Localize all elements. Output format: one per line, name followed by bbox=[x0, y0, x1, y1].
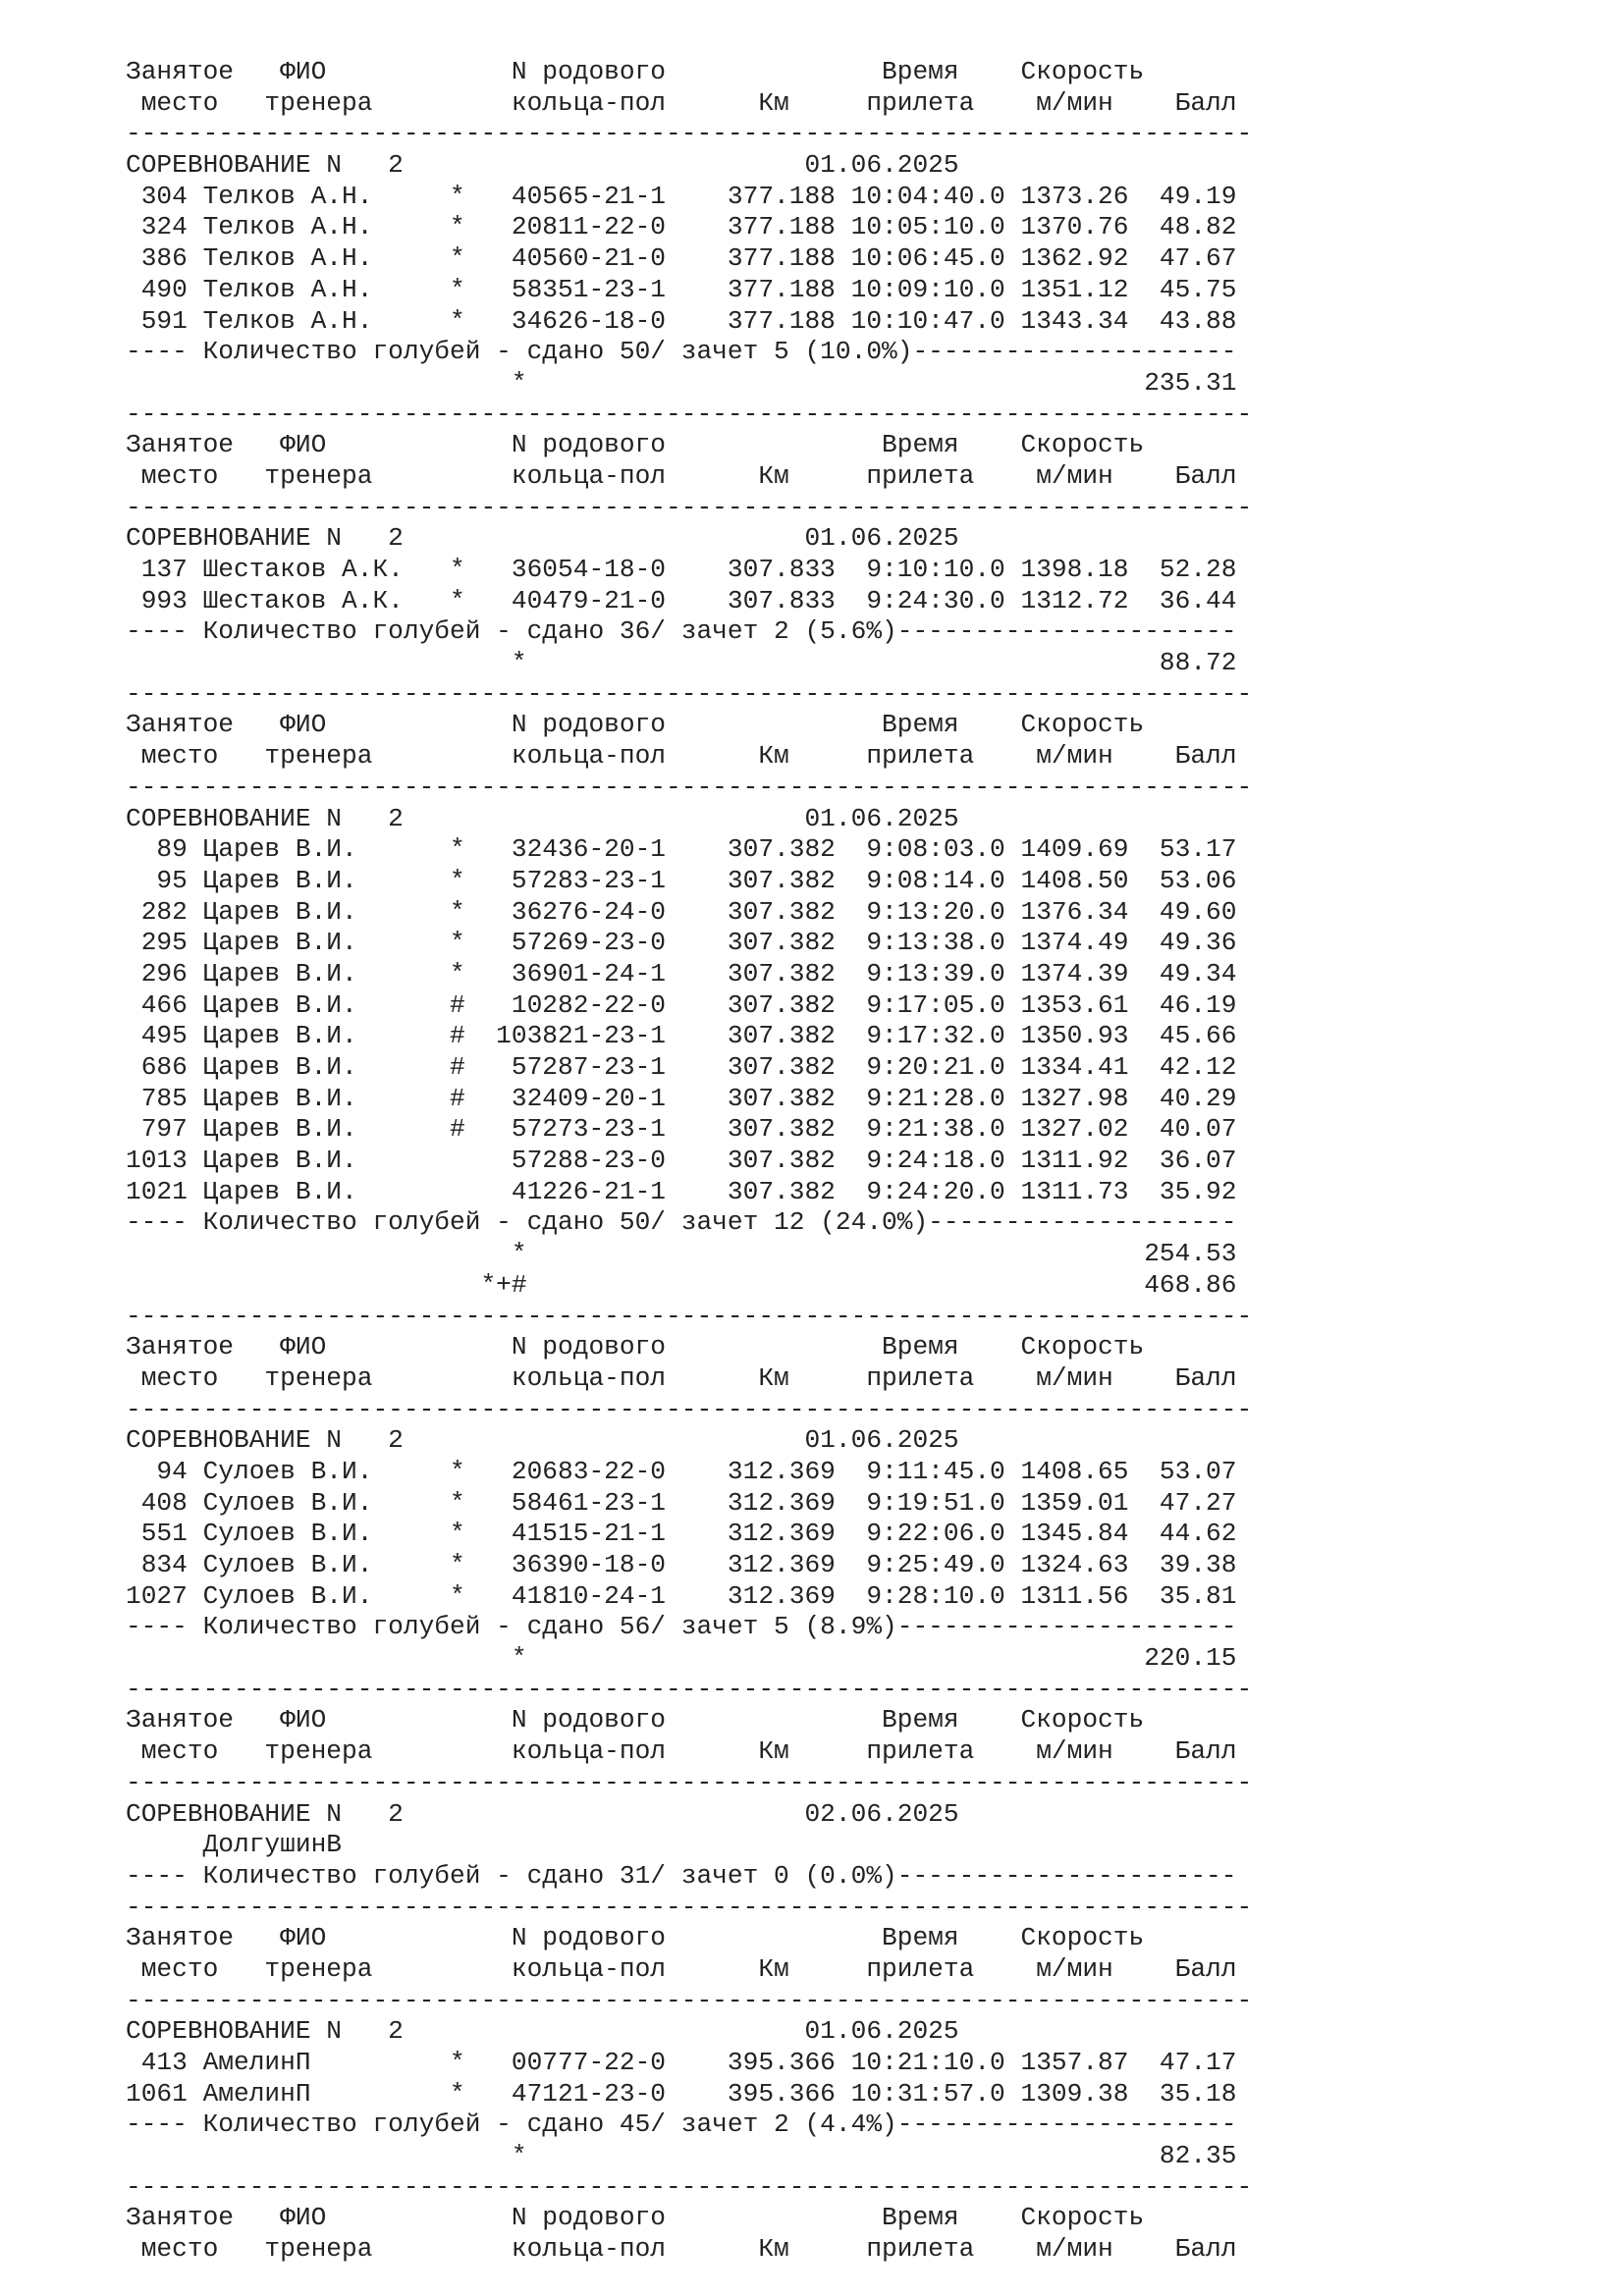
separator-line: ------------------------------------------------------------------------- bbox=[126, 1674, 1253, 1704]
result-row: 304 Телков А.Н. * 40565-21-1 377.188 10:04:40.0 1373.26 49.19 bbox=[126, 181, 1237, 211]
result-row: 490 Телков А.Н. * 58351-23-1 377.188 10:09:10.0 1351.12 45.75 bbox=[126, 274, 1237, 304]
pigeon-count-summary: ---- Количество голубей - сдано 45/ зачет 2 (4.4%)---------------------- bbox=[126, 2109, 1237, 2140]
pigeon-count-summary: ---- Количество голубей - сдано 56/ зачет 5 (8.9%)---------------------- bbox=[126, 1612, 1237, 1642]
result-row: 282 Царев В.И. * 36276-24-0 307.382 9:13:20.0 1376.34 49.60 bbox=[126, 896, 1237, 927]
score-total-row: * 220.15 bbox=[126, 1643, 1237, 1674]
table-header-row-2: место тренера кольца-пол Км прилета м/мин Балл bbox=[126, 460, 1237, 491]
result-row: 94 Сулоев В.И. * 20683-22-0 312.369 9:11:45.0 1408.65 53.07 bbox=[126, 1456, 1237, 1486]
separator-line: ------------------------------------------------------------------------- bbox=[126, 1301, 1253, 1331]
result-row: 785 Царев В.И. # 32409-20-1 307.382 9:21:28.0 1327.98 40.29 bbox=[126, 1083, 1237, 1113]
separator-line: ------------------------------------------------------------------------- bbox=[126, 1985, 1253, 2015]
result-row: 137 Шестаков А.К. * 36054-18-0 307.833 9:10:10.0 1398.18 52.28 bbox=[126, 555, 1237, 584]
score-total-row: *+# 468.86 bbox=[126, 1269, 1237, 1300]
pigeon-count-summary: ---- Количество голубей - сдано 50/ зачет 12 (24.0%)-------------------- bbox=[126, 1207, 1237, 1238]
competition-heading: СОРЕВНОВАНИЕ N 2 01.06.2025 bbox=[126, 150, 959, 181]
result-row: 797 Царев В.И. # 57273-23-1 307.382 9:21:38.0 1327.02 40.07 bbox=[126, 1114, 1237, 1145]
result-row: 1013 Царев В.И. 57288-23-0 307.382 9:24:18.0 1311.92 36.07 bbox=[126, 1146, 1237, 1176]
separator-line: ------------------------------------------------------------------------- bbox=[126, 492, 1253, 522]
separator-line: ------------------------------------------------------------------------- bbox=[126, 399, 1253, 429]
competition-heading: СОРЕВНОВАНИЕ N 2 01.06.2025 bbox=[126, 523, 959, 554]
result-row: 324 Телков А.Н. * 20811-22-0 377.188 10:05:10.0 1370.76 48.82 bbox=[126, 212, 1237, 242]
result-row: 95 Царев В.И. * 57283-23-1 307.382 9:08:14.0 1408.50 53.06 bbox=[126, 865, 1237, 895]
score-total-row: * 82.35 bbox=[126, 2141, 1237, 2171]
result-row: 1027 Сулоев В.И. * 41810-24-1 312.369 9:28:10.0 1311.56 35.81 bbox=[126, 1580, 1237, 1611]
result-row: 413 АмелинП * 00777-22-0 395.366 10:21:10.0 1357.87 47.17 bbox=[126, 2048, 1237, 2077]
separator-line: ------------------------------------------------------------------------- bbox=[126, 1394, 1253, 1424]
separator-line: ------------------------------------------------------------------------- bbox=[126, 772, 1253, 802]
separator-line: ------------------------------------------------------------------------- bbox=[126, 119, 1253, 149]
table-header-row-2: место тренера кольца-пол Км прилета м/мин Балл bbox=[126, 1736, 1237, 1767]
pigeon-count-summary: ---- Количество голубей - сдано 31/ зачет 0 (0.0%)---------------------- bbox=[126, 1860, 1237, 1891]
table-header-row-1: Занятое ФИО N родового Время Скорость bbox=[126, 1332, 1145, 1362]
separator-line: ------------------------------------------------------------------------- bbox=[126, 2171, 1253, 2202]
table-header-row-2: место тренера кольца-пол Км прилета м/мин Балл bbox=[126, 1953, 1237, 1984]
table-header-row-2: место тренера кольца-пол Км прилета м/мин Балл bbox=[126, 87, 1237, 118]
result-row: 408 Сулоев В.И. * 58461-23-1 312.369 9:19:51.0 1359.01 47.27 bbox=[126, 1487, 1237, 1518]
table-header-row-2: место тренера кольца-пол Км прилета м/мин Балл bbox=[126, 741, 1237, 772]
result-row: 591 Телков А.Н. * 34626-18-0 377.188 10:10:47.0 1343.34 43.88 bbox=[126, 305, 1237, 336]
result-row: 1021 Царев В.И. 41226-21-1 307.382 9:24:20.0 1311.73 35.92 bbox=[126, 1176, 1237, 1206]
table-header-row-1: Занятое ФИО N родового Время Скорость bbox=[126, 57, 1145, 86]
score-total-row: * 88.72 bbox=[126, 648, 1237, 678]
results-document bbox=[126, 57, 1252, 2266]
separator-line: ------------------------------------------------------------------------- bbox=[126, 1892, 1253, 1922]
separator-line: ------------------------------------------------------------------------- bbox=[126, 678, 1253, 709]
table-header-row-2: место тренера кольца-пол Км прилета м/мин Балл bbox=[126, 1362, 1237, 1393]
competition-heading: СОРЕВНОВАНИЕ N 2 01.06.2025 bbox=[126, 803, 959, 833]
table-header-row-1: Занятое ФИО N родового Время Скорость bbox=[126, 430, 1145, 460]
result-row: 295 Царев В.И. * 57269-23-0 307.382 9:13:38.0 1374.49 49.36 bbox=[126, 928, 1237, 958]
table-header-row-1: Занятое ФИО N родового Время Скорость bbox=[126, 1923, 1145, 1953]
result-row: 89 Царев В.И. * 32436-20-1 307.382 9:08:03.0 1409.69 53.17 bbox=[126, 834, 1237, 865]
score-total-row: * 235.31 bbox=[126, 367, 1237, 398]
result-row: 386 Телков А.Н. * 40560-21-0 377.188 10:06:45.0 1362.92 47.67 bbox=[126, 243, 1237, 274]
pigeon-count-summary: ---- Количество голубей - сдано 36/ зачет 2 (5.6%)---------------------- bbox=[126, 616, 1237, 647]
result-row: 686 Царев В.И. # 57287-23-1 307.382 9:20:21.0 1334.41 42.12 bbox=[126, 1052, 1237, 1082]
table-header-row-2: место тренера кольца-пол Км прилета м/мин Балл bbox=[126, 2234, 1237, 2265]
pigeon-count-summary: ---- Количество голубей - сдано 50/ зачет 5 (10.0%)--------------------- bbox=[126, 337, 1237, 367]
competition-heading: СОРЕВНОВАНИЕ N 2 01.06.2025 bbox=[126, 2016, 959, 2047]
table-header-row-1: Занятое ФИО N родового Время Скорость bbox=[126, 2203, 1145, 2233]
separator-line: ------------------------------------------------------------------------- bbox=[126, 1767, 1253, 1797]
result-row: 551 Сулоев В.И. * 41515-21-1 312.369 9:22:06.0 1345.84 44.62 bbox=[126, 1519, 1237, 1549]
table-header-row-1: Занятое ФИО N родового Время Скорость bbox=[126, 710, 1145, 740]
table-header-row-1: Занятое ФИО N родового Время Скорость bbox=[126, 1705, 1145, 1735]
score-total-row: * 254.53 bbox=[126, 1239, 1237, 1269]
result-row: 466 Царев В.И. # 10282-22-0 307.382 9:17:05.0 1353.61 46.19 bbox=[126, 989, 1237, 1020]
competition-heading: СОРЕВНОВАНИЕ N 2 01.06.2025 bbox=[126, 1425, 959, 1456]
result-row: 495 Царев В.И. # 103821-23-1 307.382 9:17:32.0 1350.93 45.66 bbox=[126, 1021, 1237, 1051]
result-row: 1061 АмелинП * 47121-23-0 395.366 10:31:57.0 1309.38 35.18 bbox=[126, 2078, 1237, 2109]
result-row: 296 Царев В.И. * 36901-24-1 307.382 9:13:39.0 1374.39 49.34 bbox=[126, 958, 1237, 988]
competition-heading: СОРЕВНОВАНИЕ N 2 02.06.2025 bbox=[126, 1798, 959, 1829]
result-row: 834 Сулоев В.И. * 36390-18-0 312.369 9:25:49.0 1324.63 39.38 bbox=[126, 1550, 1237, 1579]
text-line: ДолгушинВ bbox=[126, 1830, 343, 1860]
result-row: 993 Шестаков А.К. * 40479-21-0 307.833 9:24:30.0 1312.72 36.44 bbox=[126, 585, 1237, 615]
